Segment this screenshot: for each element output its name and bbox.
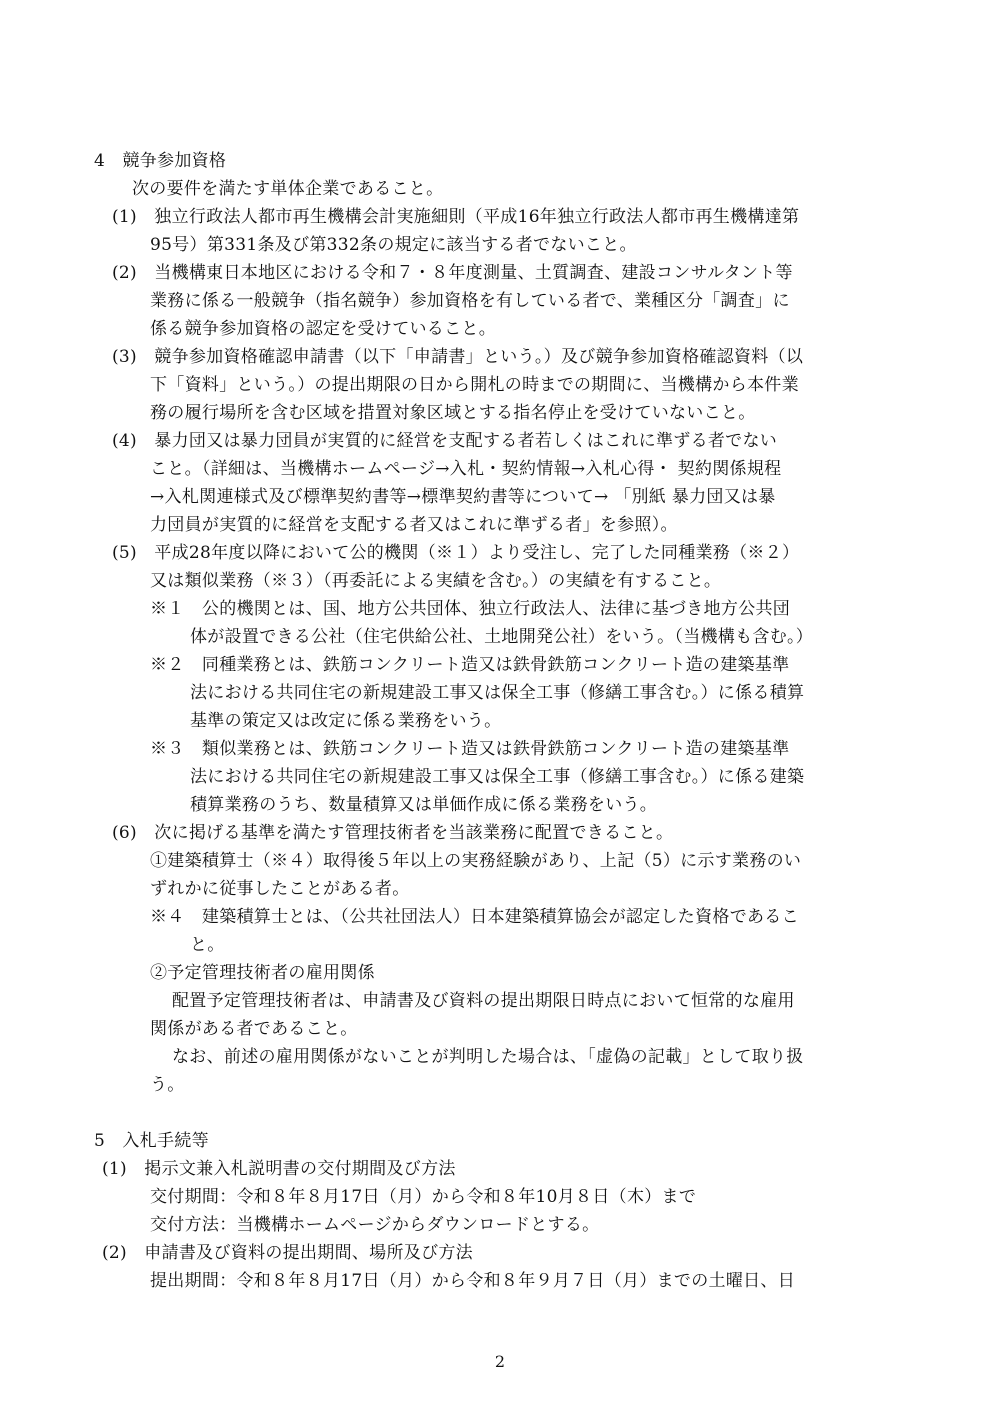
section-4-intro: 次の要件を満たす単体企業であること。 <box>132 179 444 199</box>
item-4-5-line-2: 又は類似業務（※３）（再委託による実績を含む。）の実績を有すること。 <box>150 571 722 591</box>
note-3-line-1: ※３ 類似業務とは、鉄筋コンクリート造又は鉄骨鉄筋コンクリート造の建築基準 <box>150 739 790 759</box>
item-4-4-line-2: こと。（詳細は、当機構ホームページ→入札・契約情報→入札心得・ 契約関係規程 <box>150 459 782 479</box>
note-2-line-2: 法における共同住宅の新規建設工事又は保全工事（修繕工事含む。）に係る積算 <box>190 683 805 703</box>
note-3-line-2: 法における共同住宅の新規建設工事又は保全工事（修繕工事含む。）に係る建築 <box>190 767 805 787</box>
section-5-heading: 5 入札手続等 <box>94 1131 209 1151</box>
note-1-line-2: 体が設置できる公社（住宅供給公社、土地開発公社）をいう。（当機構も含む。） <box>190 627 814 647</box>
paragraph-1-line-1: 配置予定管理技術者は、申請書及び資料の提出期限日時点において恒常的な雇用 <box>172 991 795 1011</box>
note-1-line-1: ※１ 公的機関とは、国、地方公共団体、独立行政法人、法律に基づき地方公共団 <box>150 599 791 619</box>
item-4-6: (6) 次に掲げる基準を満たす管理技術者を当該業務に配置できること。 <box>112 823 674 843</box>
note-2-line-1: ※２ 同種業務とは、鉄筋コンクリート造又は鉄骨鉄筋コンクリート造の建築基準 <box>150 655 790 675</box>
note-3-line-3: 積算業務のうち、数量積算又は単価作成に係る業務をいう。 <box>190 795 658 815</box>
note-2-line-3: 基準の策定又は改定に係る業務をいう。 <box>190 711 502 731</box>
item-5-1: (1) 掲示文兼入札説明書の交付期間及び方法 <box>102 1159 456 1179</box>
criterion-1-line-2: ずれかに従事したことがある者。 <box>150 879 410 899</box>
item-4-4-line-1: (4) 暴力団又は暴力団員が実質的に経営を支配する者若しくはこれに準ずる者でない <box>112 431 778 451</box>
section-4-heading: 4 競争参加資格 <box>94 151 227 171</box>
item-4-5-line-1: (5) 平成28年度以降において公的機関（※１）より受注し、完了した同種業務（※２） <box>112 543 800 563</box>
item-4-3-line-3: 務の履行場所を含む区域を措置対象区域とする指名停止を受けていないこと。 <box>150 403 756 423</box>
item-4-2-line-3: 係る競争参加資格の認定を受けていること。 <box>150 319 496 339</box>
paragraph-1-line-2: 関係がある者であること。 <box>150 1019 358 1039</box>
item-4-4-line-3: →入札関連様式及び標準契約書等→標準契約書等について→ 「別紙 暴力団又は暴 <box>150 487 776 507</box>
item-5-2-period: 提出期間：令和８年８月17日（月）から令和８年９月７日（月）までの土曜日、日 <box>150 1271 796 1291</box>
paragraph-2-line-2: う。 <box>150 1075 185 1095</box>
paragraph-2-line-1: なお、前述の雇用関係がないことが判明した場合は、「虚偽の記載」として取り扱 <box>172 1047 804 1067</box>
item-5-1-method: 交付方法：当機構ホームページからダウンロードとする。 <box>150 1215 600 1235</box>
item-5-1-period: 交付期間：令和８年８月17日（月）から令和８年10月８日（木）まで <box>150 1187 697 1207</box>
item-4-1-line-2: 95号）第331条及び第332条の規定に該当する者でないこと。 <box>150 235 637 255</box>
item-4-1-line-1: (1) 独立行政法人都市再生機構会計実施細則（平成16年独立行政法人都市再生機構達第 <box>112 207 800 227</box>
page-number: 2 <box>494 1352 506 1371</box>
note-4-line-2: と。 <box>190 935 225 955</box>
item-4-2-line-1: (2) 当機構東日本地区における令和７・８年度測量、土質調査、建設コンサルタント等 <box>112 263 793 283</box>
criterion-2-heading: ②予定管理技術者の雇用関係 <box>150 963 375 983</box>
item-4-2-line-2: 業務に係る一般競争（指名競争）参加資格を有している者で、業種区分「調査」に <box>150 291 790 311</box>
item-4-3-line-2: 下「資料」という。）の提出期限の日から開札の時までの期間に、当機構から本件業 <box>150 375 799 395</box>
note-4-line-1: ※４ 建築積算士とは、（公共社団法人）日本建築積算協会が認定した資格であるこ <box>150 907 799 927</box>
criterion-1-line-1: ①建築積算士（※４）取得後５年以上の実務経験があり、上記（5）に示す業務のい <box>150 851 802 871</box>
item-4-4-line-4: 力団員が実質的に経営を支配する者又はこれに準ずる者」を参照）。 <box>150 515 678 535</box>
item-4-3-line-1: (3) 競争参加資格確認申請書（以下「申請書」という。）及び競争参加資格確認資料（以 <box>112 347 804 367</box>
item-5-2: (2) 申請書及び資料の提出期間、場所及び方法 <box>102 1243 473 1263</box>
